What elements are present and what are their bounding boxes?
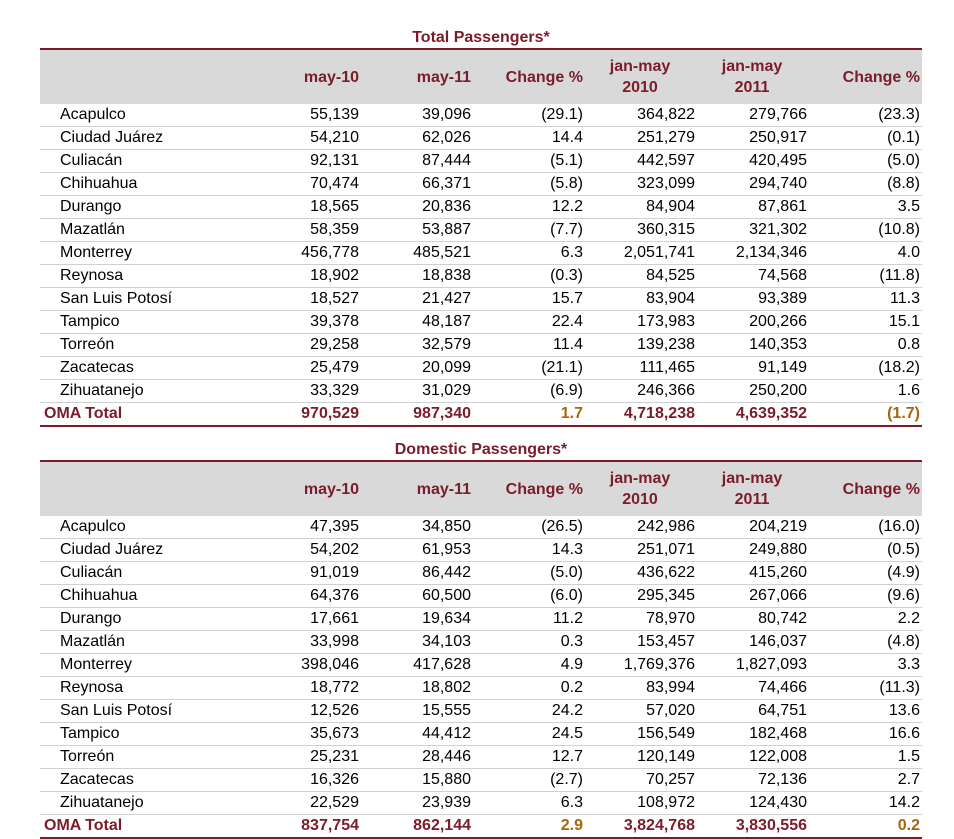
airport-name: San Luis Potosí: [40, 288, 258, 311]
airport-name: Chihuahua: [40, 585, 258, 608]
column-header-line: jan-may: [721, 470, 783, 487]
table-cell: 15.1: [809, 311, 922, 334]
total-cell: 3,830,556: [697, 815, 809, 839]
table-cell: (16.0): [809, 516, 922, 539]
table-cell: 122,008: [697, 746, 809, 769]
table-cell: 80,742: [697, 608, 809, 631]
table-cell: 87,444: [361, 150, 473, 173]
domestic-passengers-table: [40, 462, 922, 839]
table-cell: 279,766: [697, 104, 809, 127]
table-cell: 35,673: [258, 723, 361, 746]
table-cell: 249,880: [697, 539, 809, 562]
table-row: [40, 539, 922, 562]
column-header: [809, 50, 922, 104]
table-cell: 39,378: [258, 311, 361, 334]
table-cell: 18,565: [258, 196, 361, 219]
table-cell: (2.7): [473, 769, 585, 792]
total-cell: 837,754: [258, 815, 361, 839]
table-cell: (4.8): [809, 631, 922, 654]
table-cell: 242,986: [585, 516, 697, 539]
table-row: [40, 334, 922, 357]
table-row: [40, 219, 922, 242]
table-cell: (5.0): [473, 562, 585, 585]
table-cell: 2.7: [809, 769, 922, 792]
table-cell: 54,210: [258, 127, 361, 150]
table-cell: 442,597: [585, 150, 697, 173]
column-header: [809, 462, 922, 516]
table-cell: 12.7: [473, 746, 585, 769]
header-row: [40, 50, 922, 104]
table-cell: 12,526: [258, 700, 361, 723]
table-cell: 456,778: [258, 242, 361, 265]
table-cell: 39,096: [361, 104, 473, 127]
table-cell: 83,904: [585, 288, 697, 311]
table-cell: 415,260: [697, 562, 809, 585]
column-header: [40, 462, 258, 516]
table-cell: 295,345: [585, 585, 697, 608]
table-cell: 3.3: [809, 654, 922, 677]
table-cell: 156,549: [585, 723, 697, 746]
table-cell: 34,103: [361, 631, 473, 654]
column-header: [258, 462, 361, 516]
table-cell: (11.8): [809, 265, 922, 288]
total-passengers-table: [40, 50, 922, 427]
airport-name: Culiacán: [40, 562, 258, 585]
column-header-line: may-11: [416, 68, 471, 86]
table-cell: 70,474: [258, 173, 361, 196]
table-cell: 22,529: [258, 792, 361, 815]
table-cell: (11.3): [809, 677, 922, 700]
table-row: [40, 127, 922, 150]
airport-name: Ciudad Juárez: [40, 127, 258, 150]
table-cell: 436,622: [585, 562, 697, 585]
table-cell: 18,527: [258, 288, 361, 311]
table-cell: 31,029: [361, 380, 473, 403]
total-cell: 2.9: [473, 815, 585, 839]
column-header-line: may-11: [416, 480, 471, 498]
total-cell: 862,144: [361, 815, 473, 839]
column-header-line: 2010: [622, 491, 658, 508]
column-header-line: jan-may: [609, 58, 671, 75]
airport-name: Torreón: [40, 746, 258, 769]
table-cell: 15,555: [361, 700, 473, 723]
table-cell: 6.3: [473, 242, 585, 265]
column-header-line: Change %: [505, 68, 583, 86]
table-cell: (5.1): [473, 150, 585, 173]
table-cell: 84,525: [585, 265, 697, 288]
airport-name: Acapulco: [40, 516, 258, 539]
table-cell: 86,442: [361, 562, 473, 585]
airport-name: Acapulco: [40, 104, 258, 127]
table-cell: 18,802: [361, 677, 473, 700]
table-cell: 84,904: [585, 196, 697, 219]
table-row: [40, 677, 922, 700]
table-cell: 19,634: [361, 608, 473, 631]
table-cell: 47,395: [258, 516, 361, 539]
table-cell: 18,902: [258, 265, 361, 288]
table-cell: 25,231: [258, 746, 361, 769]
column-header-line: Change %: [505, 480, 583, 498]
table-cell: 321,302: [697, 219, 809, 242]
table-row: [40, 769, 922, 792]
table-cell: (26.5): [473, 516, 585, 539]
table-cell: 250,917: [697, 127, 809, 150]
total-cell: 3,824,768: [585, 815, 697, 839]
table-cell: 66,371: [361, 173, 473, 196]
table-cell: 11.2: [473, 608, 585, 631]
table-cell: 87,861: [697, 196, 809, 219]
table-cell: 6.3: [473, 792, 585, 815]
table-cell: 120,149: [585, 746, 697, 769]
table-cell: (23.3): [809, 104, 922, 127]
airport-name: Mazatlán: [40, 631, 258, 654]
table-cell: 83,994: [585, 677, 697, 700]
total-cell: 4,718,238: [585, 403, 697, 427]
column-header: [697, 50, 809, 104]
airport-name: Tampico: [40, 311, 258, 334]
column-header: [585, 462, 697, 516]
table-cell: 64,376: [258, 585, 361, 608]
table-cell: 2,134,346: [697, 242, 809, 265]
column-header: [361, 462, 473, 516]
table-cell: 16.6: [809, 723, 922, 746]
table-cell: 140,353: [697, 334, 809, 357]
table-cell: (5.0): [809, 150, 922, 173]
table-cell: 20,099: [361, 357, 473, 380]
table-cell: 92,131: [258, 150, 361, 173]
table-cell: 74,568: [697, 265, 809, 288]
column-header-line: 2011: [734, 491, 770, 508]
airport-name: Zihuatanejo: [40, 380, 258, 403]
airport-name: Culiacán: [40, 150, 258, 173]
airport-name: Reynosa: [40, 265, 258, 288]
table-cell: 33,329: [258, 380, 361, 403]
table-row: [40, 357, 922, 380]
table-cell: (6.0): [473, 585, 585, 608]
airport-name: Chihuahua: [40, 173, 258, 196]
table-title: Domestic Passengers*: [394, 441, 568, 458]
table-cell: 18,838: [361, 265, 473, 288]
table-row: [40, 700, 922, 723]
column-header: [40, 50, 258, 104]
table-cell: 18,772: [258, 677, 361, 700]
table-cell: (7.7): [473, 219, 585, 242]
column-header: [258, 50, 361, 104]
airport-name: Durango: [40, 608, 258, 631]
table-cell: 91,019: [258, 562, 361, 585]
table-cell: 22.4: [473, 311, 585, 334]
table-cell: 15,880: [361, 769, 473, 792]
airport-name: Zihuatanejo: [40, 792, 258, 815]
table-cell: (0.1): [809, 127, 922, 150]
total-cell: 0.2: [809, 815, 922, 839]
table-cell: 294,740: [697, 173, 809, 196]
table-cell: 20,836: [361, 196, 473, 219]
table-cell: 1.5: [809, 746, 922, 769]
table-cell: 23,939: [361, 792, 473, 815]
table-cell: 420,495: [697, 150, 809, 173]
total-cell: (1.7): [809, 403, 922, 427]
total-cell: 4,639,352: [697, 403, 809, 427]
table-cell: (21.1): [473, 357, 585, 380]
table-cell: (0.3): [473, 265, 585, 288]
table-cell: 33,998: [258, 631, 361, 654]
table-cell: 62,026: [361, 127, 473, 150]
table-cell: 14.2: [809, 792, 922, 815]
table-cell: 417,628: [361, 654, 473, 677]
column-header-line: jan-may: [609, 470, 671, 487]
table-cell: 17,661: [258, 608, 361, 631]
table-cell: 0.2: [473, 677, 585, 700]
airport-name: Tampico: [40, 723, 258, 746]
table-cell: 12.2: [473, 196, 585, 219]
table-cell: 1,769,376: [585, 654, 697, 677]
airport-name: Durango: [40, 196, 258, 219]
table-cell: 54,202: [258, 539, 361, 562]
table-cell: 28,446: [361, 746, 473, 769]
table-cell: 15.7: [473, 288, 585, 311]
table-cell: 173,983: [585, 311, 697, 334]
column-header: [473, 50, 585, 104]
table-cell: 2,051,741: [585, 242, 697, 265]
total-cell: 1.7: [473, 403, 585, 427]
table-cell: 4.0: [809, 242, 922, 265]
table-row: [40, 792, 922, 815]
table-row: [40, 196, 922, 219]
column-header-line: jan-may: [721, 58, 783, 75]
table-cell: (18.2): [809, 357, 922, 380]
table-cell: 11.3: [809, 288, 922, 311]
table-row: [40, 723, 922, 746]
table-cell: 11.4: [473, 334, 585, 357]
table-cell: 24.2: [473, 700, 585, 723]
table-cell: 25,479: [258, 357, 361, 380]
table-cell: (9.6): [809, 585, 922, 608]
table-cell: 200,266: [697, 311, 809, 334]
total-label: OMA Total: [40, 815, 258, 839]
total-cell: 987,340: [361, 403, 473, 427]
airport-name: Reynosa: [40, 677, 258, 700]
airport-name: Torreón: [40, 334, 258, 357]
table-cell: 111,465: [585, 357, 697, 380]
airport-name: Monterrey: [40, 242, 258, 265]
table-cell: 44,412: [361, 723, 473, 746]
column-header: [697, 462, 809, 516]
table-cell: 108,972: [585, 792, 697, 815]
table-cell: 398,046: [258, 654, 361, 677]
table-cell: 93,389: [697, 288, 809, 311]
table-row: [40, 516, 922, 539]
airport-name: Ciudad Juárez: [40, 539, 258, 562]
table-row: [40, 608, 922, 631]
table-cell: 323,099: [585, 173, 697, 196]
table-cell: 74,466: [697, 677, 809, 700]
table-cell: 124,430: [697, 792, 809, 815]
column-header: [361, 50, 473, 104]
table-cell: (29.1): [473, 104, 585, 127]
column-header-line: 2010: [622, 79, 658, 96]
table-cell: 58,359: [258, 219, 361, 242]
table-cell: (5.8): [473, 173, 585, 196]
table-cell: 204,219: [697, 516, 809, 539]
table-cell: 72,136: [697, 769, 809, 792]
table-cell: 0.8: [809, 334, 922, 357]
total-cell: 970,529: [258, 403, 361, 427]
table-cell: 21,427: [361, 288, 473, 311]
total-label: OMA Total: [40, 403, 258, 427]
table-cell: 60,500: [361, 585, 473, 608]
table-row: [40, 242, 922, 265]
table-cell: 78,970: [585, 608, 697, 631]
table-cell: 48,187: [361, 311, 473, 334]
table-cell: 250,200: [697, 380, 809, 403]
table-cell: 251,279: [585, 127, 697, 150]
column-header-line: may-10: [303, 68, 359, 86]
table-cell: 4.9: [473, 654, 585, 677]
table-cell: 182,468: [697, 723, 809, 746]
column-header-line: may-10: [303, 480, 359, 498]
table-row: [40, 585, 922, 608]
domestic-passengers-section: [40, 440, 922, 839]
total-row: [40, 403, 922, 427]
table-cell: (8.8): [809, 173, 922, 196]
table-cell: 267,066: [697, 585, 809, 608]
table-row: [40, 150, 922, 173]
table-cell: 70,257: [585, 769, 697, 792]
table-cell: 32,579: [361, 334, 473, 357]
table-row: [40, 562, 922, 585]
table-cell: 34,850: [361, 516, 473, 539]
table-cell: 57,020: [585, 700, 697, 723]
airport-name: Mazatlán: [40, 219, 258, 242]
table-row: [40, 311, 922, 334]
table-cell: 24.5: [473, 723, 585, 746]
table-cell: 53,887: [361, 219, 473, 242]
table-cell: 146,037: [697, 631, 809, 654]
airport-name: Zacatecas: [40, 769, 258, 792]
table-cell: 153,457: [585, 631, 697, 654]
header-row: [40, 462, 922, 516]
table-row: [40, 654, 922, 677]
table-cell: (10.8): [809, 219, 922, 242]
table-cell: 246,366: [585, 380, 697, 403]
table-cell: 55,139: [258, 104, 361, 127]
table-cell: 251,071: [585, 539, 697, 562]
table-cell: 3.5: [809, 196, 922, 219]
table-title: Total Passengers*: [412, 29, 550, 46]
table-row: [40, 288, 922, 311]
table-cell: 0.3: [473, 631, 585, 654]
table-cell: (4.9): [809, 562, 922, 585]
table-cell: 14.4: [473, 127, 585, 150]
column-header: [585, 50, 697, 104]
table-cell: 61,953: [361, 539, 473, 562]
table-cell: 364,822: [585, 104, 697, 127]
table-row: [40, 173, 922, 196]
total-passengers-section: [40, 28, 922, 427]
table-cell: (0.5): [809, 539, 922, 562]
table-row: [40, 746, 922, 769]
table-cell: 139,238: [585, 334, 697, 357]
table-cell: 64,751: [697, 700, 809, 723]
table-cell: 16,326: [258, 769, 361, 792]
column-header-line: 2011: [734, 79, 770, 96]
table-cell: 485,521: [361, 242, 473, 265]
table-row: [40, 380, 922, 403]
airport-name: San Luis Potosí: [40, 700, 258, 723]
table-cell: 1,827,093: [697, 654, 809, 677]
table-row: [40, 265, 922, 288]
table-row: [40, 631, 922, 654]
table-cell: 1.6: [809, 380, 922, 403]
column-header-line: Change %: [842, 480, 920, 498]
table-cell: 360,315: [585, 219, 697, 242]
airport-name: Monterrey: [40, 654, 258, 677]
table-cell: 13.6: [809, 700, 922, 723]
table-row: [40, 104, 922, 127]
column-header-line: Change %: [842, 68, 920, 86]
table-cell: (6.9): [473, 380, 585, 403]
table-cell: 14.3: [473, 539, 585, 562]
table-cell: 2.2: [809, 608, 922, 631]
table-cell: 91,149: [697, 357, 809, 380]
column-header: [473, 462, 585, 516]
airport-name: Zacatecas: [40, 357, 258, 380]
table-cell: 29,258: [258, 334, 361, 357]
total-row: [40, 815, 922, 839]
